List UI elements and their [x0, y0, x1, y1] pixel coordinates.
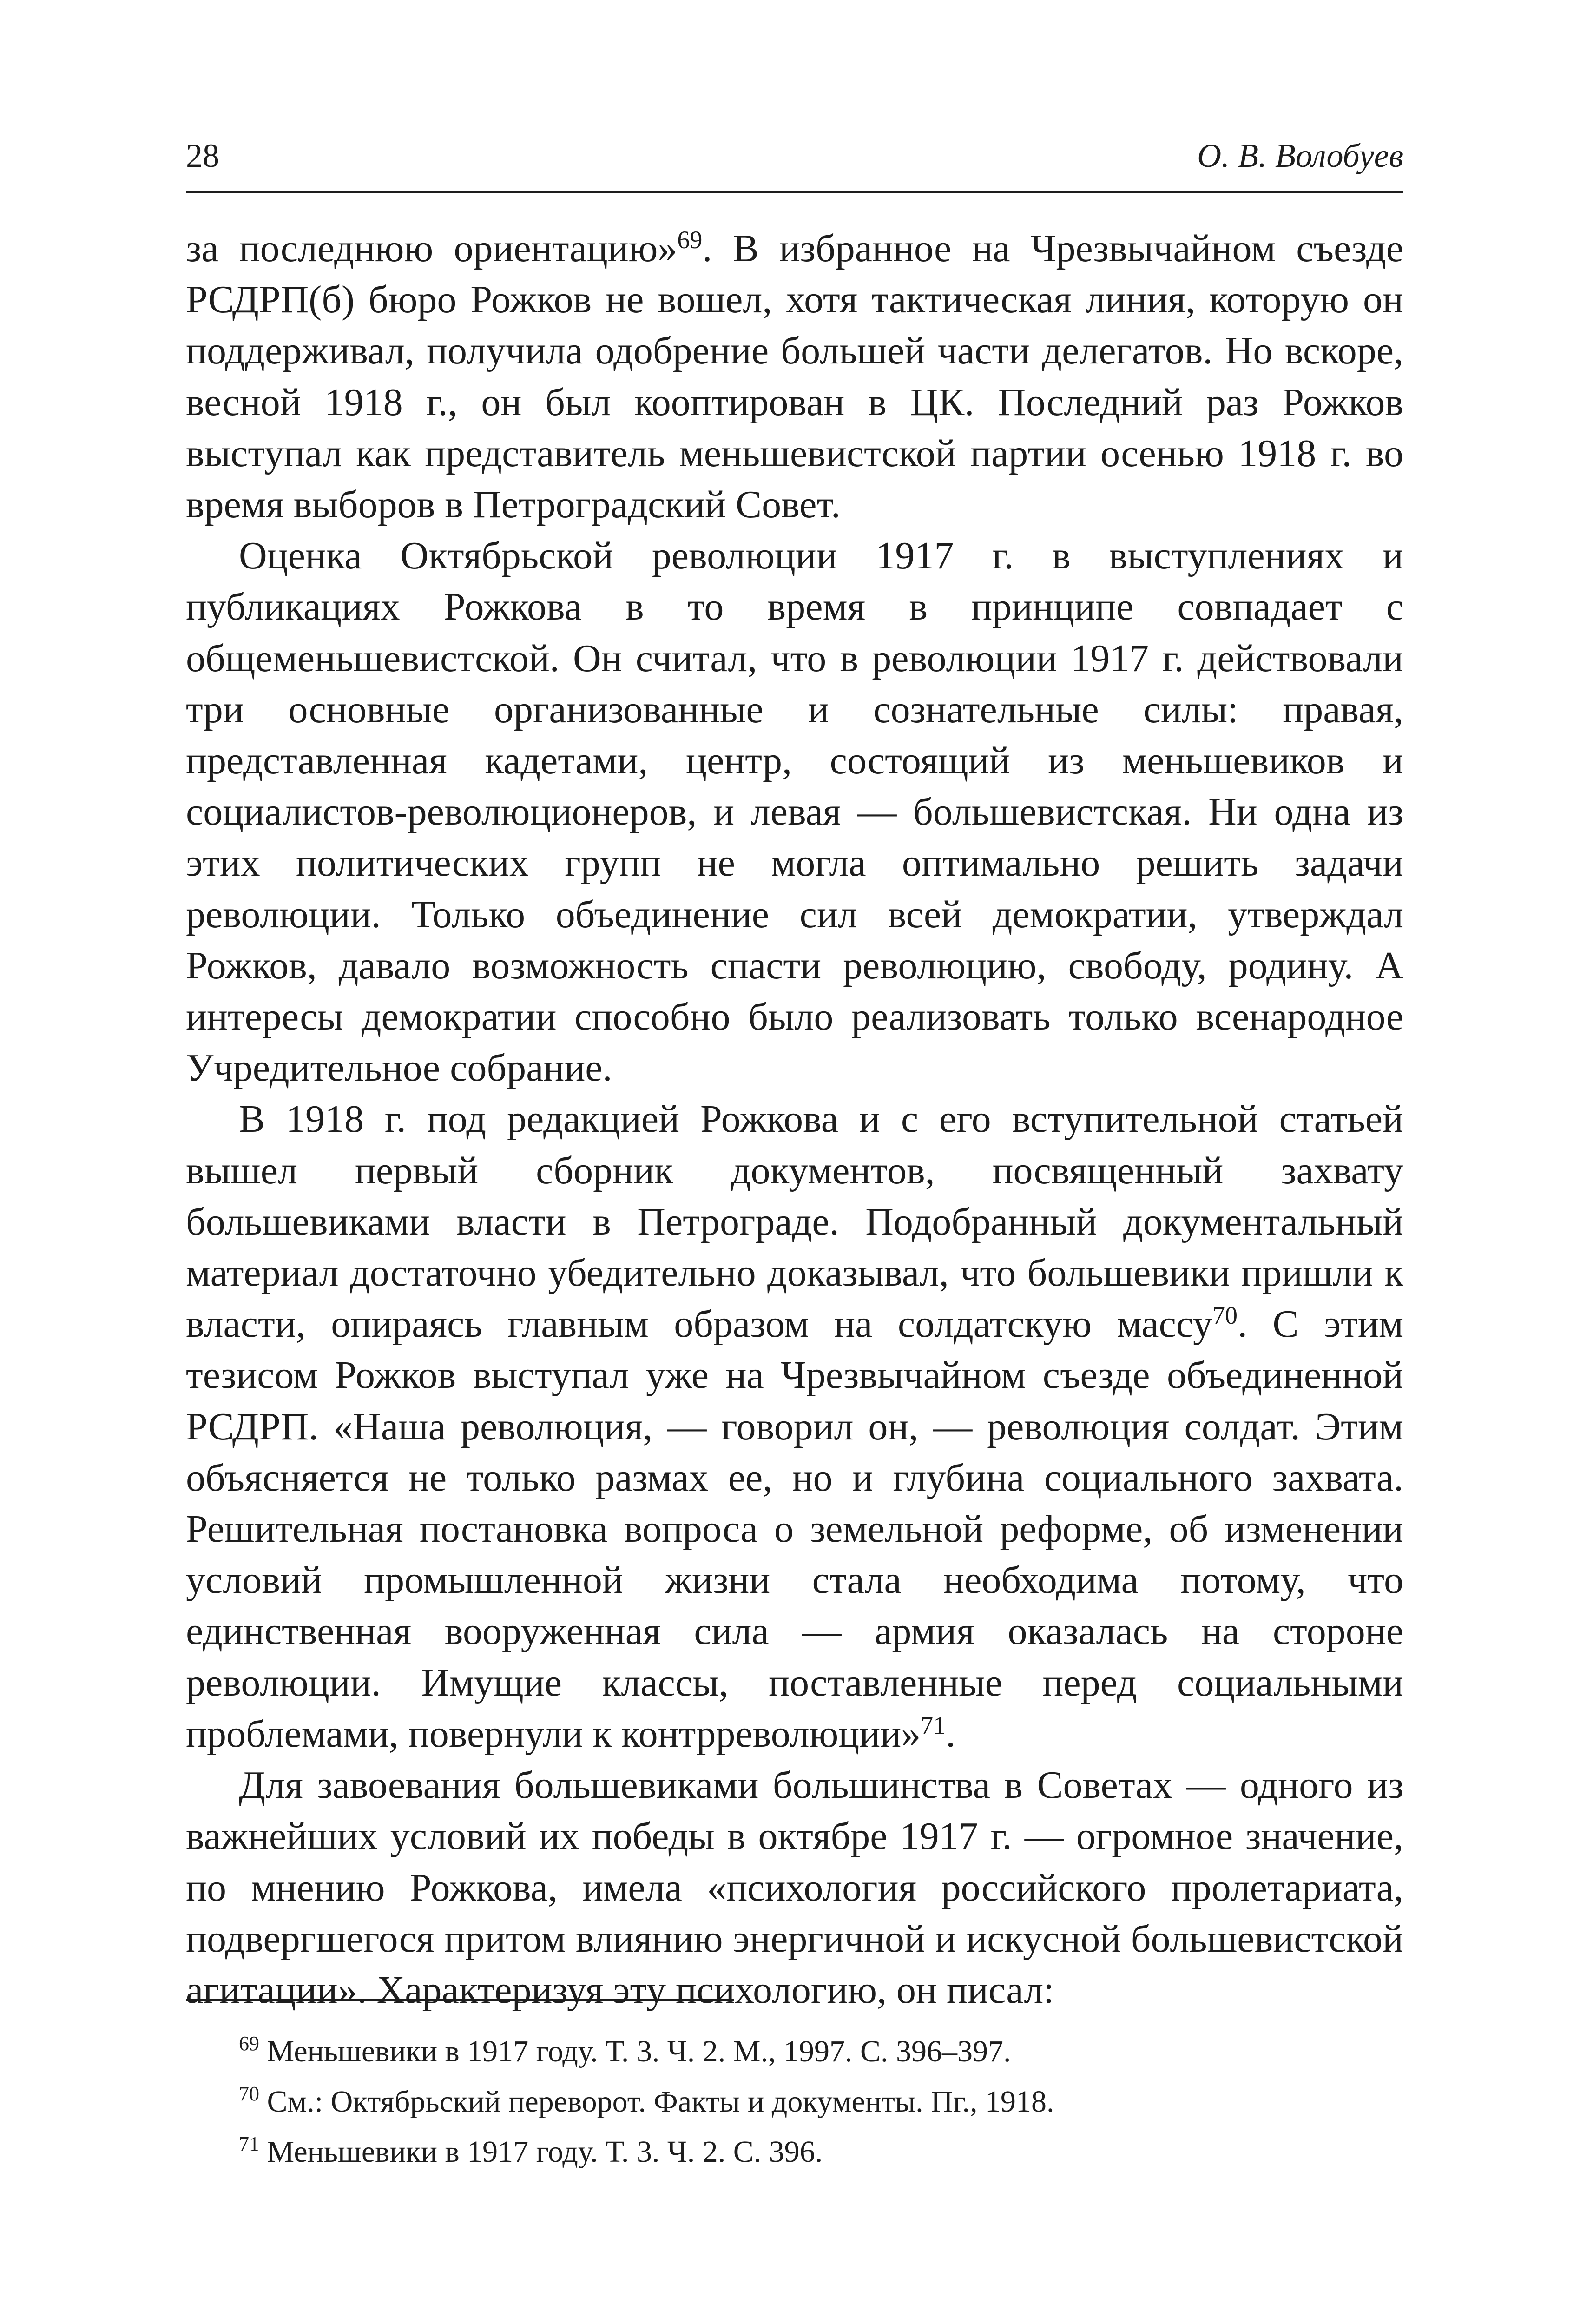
paragraph-3	[186, 1094, 1403, 1760]
footnote-ref-71: 71	[921, 1711, 946, 1739]
paragraph-4	[186, 1760, 1403, 2016]
footnote-number: 70	[239, 2082, 259, 2105]
paragraph-1	[186, 223, 1403, 530]
footnote-number: 69	[239, 2032, 259, 2055]
footnote-ref-70: 70	[1212, 1301, 1238, 1330]
paragraph-2	[186, 530, 1403, 1094]
paragraph-1-text-a: за последнюю ориентацию»	[186, 227, 678, 270]
paragraph-4-text: Для завоевания большевиками большинства в Советах — одного из важнейших условий их победы в октябре 1917 г. — огромное значение, по мнению Рожкова, имела «психология российского пролетариата, подвергшегося притом влиянию энергичной и искусной большевистской агитации». Характеризуя эту психологию, он писал:	[186, 1763, 1403, 2012]
paragraph-3-text-b: . С этим тезисом Рожков выступал уже на Чрезвычайном съезде объединенной РСДРП. «Наша революция, — говорил он, — революция солдат. Этим объясняется не только размах ее, но и глубина социального захвата. Решительная постановка вопроса о земельной реформе, об изменении условий промышленной жизни стала необходима потому, что единственная вооруженная сила — армия оказалась на стороне революции. Имущие классы, поставленные перед социальными проблемами, повернули к контрреволюции»	[186, 1302, 1403, 1756]
book-page	[186, 0, 1403, 2324]
footnote-number: 71	[239, 2133, 259, 2155]
footnote-70	[239, 2077, 1401, 2127]
footnote-text: Меньшевики в 1917 году. Т. 3. Ч. 2. С. 396.	[259, 2135, 823, 2169]
footnote-71	[239, 2127, 1401, 2177]
footnote-ref-69: 69	[677, 226, 703, 254]
paragraph-2-text: Оценка Октябрьской революции 1917 г. в выступлениях и публикациях Рожкова в то время в принципе совпадает с общеменьшевистской. Он считал, что в революции 1917 г. действовали три основные организованные и сознательные силы: правая, представленная кадетами, центр, состоящий из меньшевиков и социалистов-революционеров, и левая — большевистская. Ни одна из этих политических групп не могла оптимально решить задачи революции. Только объединение сил всей демократии, утверждал Рожков, давало возможность спасти революцию, свободу, родину. А интересы демократии способно было реализовать только всенародное Учредительное собрание.	[186, 534, 1403, 1090]
page-header	[186, 135, 1403, 193]
paragraph-1-text-b: . В избранное на Чрезвычайном съезде РСДРП(б) бюро Рожков не вошел, хотя тактическая линия, которую он поддерживал, получила одобрение большей части делегатов. Но вскоре, весной 1918 г., он был кооптирован в ЦК. Последний раз Рожков выступал как представитель меньшевистской партии осенью 1918 г. во время выборов в Петроградский Совет.	[186, 227, 1403, 527]
footnote-separator	[186, 1999, 734, 2001]
running-head-author: О. В. Волобуев	[1197, 137, 1403, 174]
page-number: 28	[186, 137, 219, 174]
paragraph-3-text-c: .	[946, 1712, 956, 1756]
main-text	[186, 223, 1403, 2016]
footnote-text: Меньшевики в 1917 году. Т. 3. Ч. 2. М., 1997. С. 396–397.	[259, 2034, 1011, 2068]
paragraph-3-text-a: В 1918 г. под редакцией Рожкова и с его вступительной статьей вышел первый сборник документов, посвященный захвату большевиками власти в Петрограде. Подобранный документальный материал достаточно убедительно доказывал, что большевики пришли к власти, опираясь главным образом на солдатскую массу	[186, 1097, 1403, 1346]
footnote-69	[239, 2027, 1401, 2077]
footnote-text: См.: Октябрьский переворот. Факты и документы. Пг., 1918.	[259, 2085, 1054, 2119]
footnotes	[239, 2027, 1401, 2177]
